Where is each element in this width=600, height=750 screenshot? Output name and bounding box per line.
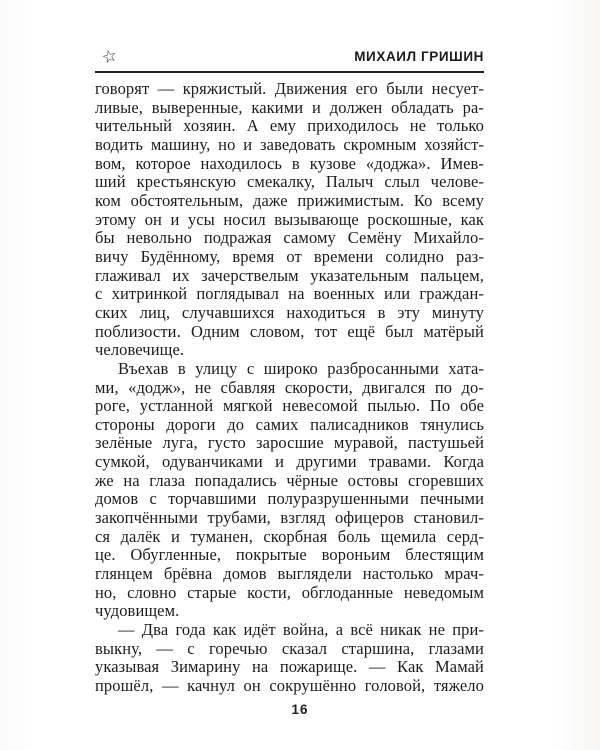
text-line: чудовищем. xyxy=(95,601,180,621)
text-line: но, словно старые кости, обглоданные неведомым xyxy=(95,582,484,602)
text-line: с хитринкой поглядывал на военных или граждан- xyxy=(95,284,484,304)
text-line: глянцем брёвна домов выглядели настолько мрач- xyxy=(95,564,484,584)
text-line: ских лиц, случавшихся находиться в эту минуту xyxy=(95,302,484,322)
text-line: сумкой, одуванчиками и другими травами. Когда xyxy=(95,452,484,472)
text-line: Въехав в улицу с широко разбросанными хата- xyxy=(118,358,484,378)
text-line: ми, «додж», не сбавляя скорости, двигался по до- xyxy=(95,377,484,397)
text-line: ся далёк и туманен, скорбная боль щемила серд- xyxy=(95,526,484,546)
text-line: ливые, выверенные, какими и должен обладать ра- xyxy=(95,97,484,117)
text-line: человечище. xyxy=(95,340,185,360)
text-line: роге, устланной мягкой невесомой пылью. По обе xyxy=(95,396,484,416)
text-line: водить машину, но и заведовать скромным хозяйст- xyxy=(95,134,484,154)
text-line: вичу Будённому, время от времени солидно раз- xyxy=(95,246,484,266)
header-rule xyxy=(95,71,484,73)
text-line: говорят — кряжистый. Движения его были несует- xyxy=(95,79,484,98)
page-footer xyxy=(0,701,600,719)
text-block xyxy=(95,80,484,696)
running-head-author: МИХАИЛ ГРИШИН xyxy=(354,49,484,64)
text-line: вом, которое находилось в кузове «доджа». Имев- xyxy=(95,153,484,173)
text-line: чительный хозяин. А ему приходилось не только xyxy=(95,116,484,136)
text-line: же на глаза попадались чёрные остовы сгоревших xyxy=(95,470,484,490)
text-line: стороны дороги до самих палисадников тянулись xyxy=(95,414,484,434)
text-line: ком обстоятельным, даже прижимистым. Ко всему xyxy=(95,190,484,210)
text-line: домов с торчавшими полуразрушенными печными xyxy=(95,489,484,509)
text-line: глаживал их зачерствелым указательным пальцем, xyxy=(95,265,484,285)
text-line: прошёл, — качнул он сокрушённо головой, тяжело xyxy=(95,676,484,695)
text-line: — Два года как идёт война, а всё никак не при- xyxy=(118,620,484,640)
text-line: этому он и усы носил вызывающе роскошные, как xyxy=(95,209,484,229)
text-line: ший крестьянскую смекалку, Палыч слыл челове- xyxy=(95,172,484,192)
page-header xyxy=(95,42,484,69)
text-line: бы невольно подражая самому Семёну Михайло- xyxy=(95,228,484,248)
text-line: поблизости. Одним словом, тот ещё был матёрый xyxy=(95,321,484,341)
text-line: зелёные луга, густо заросшие муравой, пастушьей xyxy=(95,433,484,453)
text-line: указывая Зимарину на пожарище. — Как Мамай xyxy=(95,657,484,677)
text-line: це. Обугленные, покрытые вороньим блестящим xyxy=(95,545,484,565)
text-line: выкну, — с горечью сказал старшина, глазами xyxy=(95,638,484,658)
page-number: 16 xyxy=(291,702,309,717)
star-icon: ☆ xyxy=(99,45,120,69)
text-line: закопчёнными трубами, взгляд офицеров становил- xyxy=(95,508,484,528)
